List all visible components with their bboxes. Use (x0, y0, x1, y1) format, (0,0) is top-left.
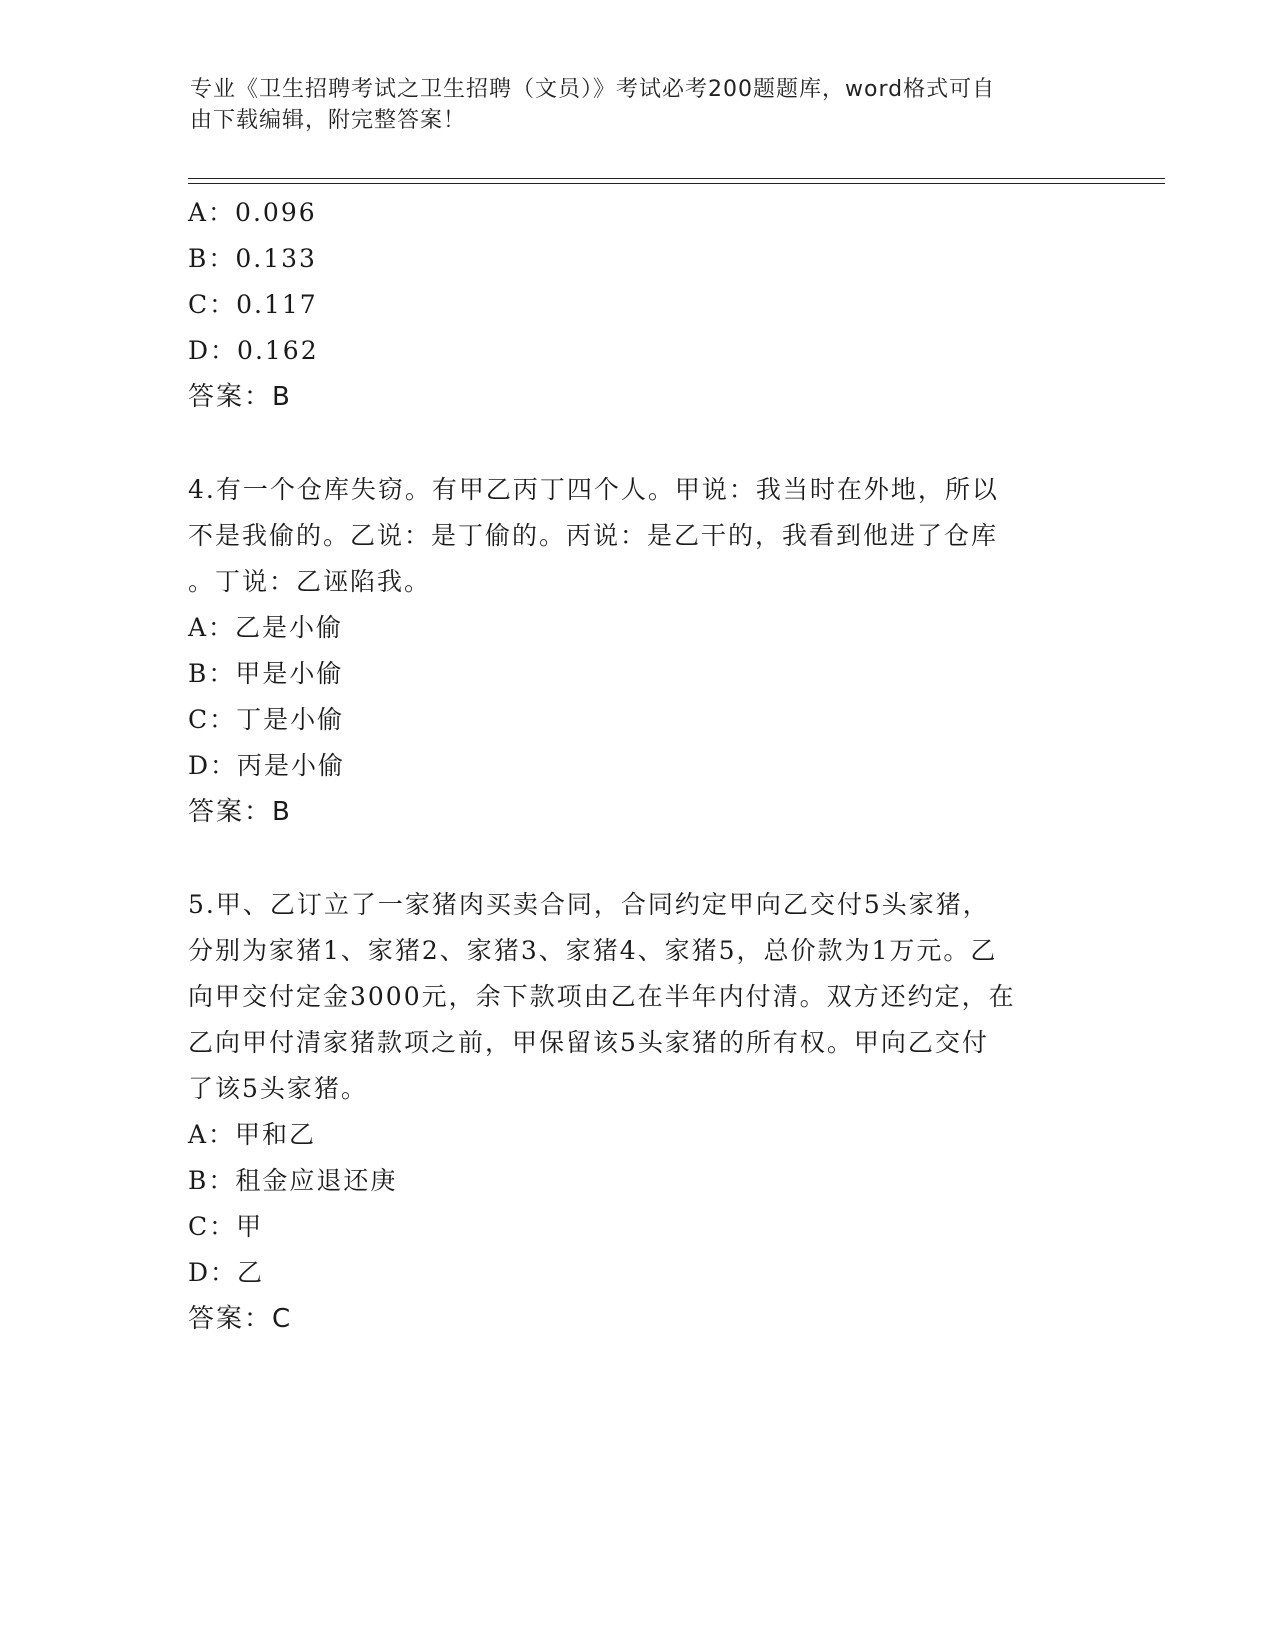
option-a: A：甲和乙 (188, 1120, 317, 1149)
question-stem-line: 不是我偷的。乙说：是丁偷的。丙说：是乙干的，我看到他进了仓库 (188, 521, 999, 550)
option-c: C：丁是小偷 (188, 705, 345, 734)
option-c: C：甲 (188, 1212, 264, 1241)
option-c: C：0.117 (188, 290, 318, 319)
option-b: B：甲是小偷 (188, 659, 344, 688)
option-a: A：0.096 (188, 198, 317, 227)
question-4 (188, 467, 1088, 835)
option-d: D：乙 (188, 1258, 265, 1287)
spacer (188, 420, 1088, 467)
option-a: A：乙是小偷 (188, 613, 344, 642)
answer: 答案：C (188, 1304, 293, 1334)
question-5 (188, 882, 1088, 1342)
question-list (188, 190, 1088, 1342)
header-line-1: 专业《卫生招聘考试之卫生招聘（文员）》考试必考200题题库，word格式可自 (190, 77, 996, 102)
spacer (188, 835, 1088, 882)
question-stem-line: 乙向甲付清家猪款项之前，甲保留该5头家猪的所有权。甲向乙交付 (188, 1028, 989, 1057)
document-header (190, 74, 1070, 136)
header-rule-top (188, 178, 1165, 179)
question-stem-line: 5.甲、乙订立了一家猪肉买卖合同，合同约定甲向乙交付5头家猪， (188, 890, 990, 919)
question-stem-line: 了该5头家猪。 (188, 1074, 368, 1103)
question-stem-line: 分别为家猪1、家猪2、家猪3、家猪4、家猪5，总价款为1万元。乙 (188, 936, 998, 965)
answer: 答案：B (188, 382, 292, 412)
question-stem-line: 4.有一个仓库失窃。有甲乙丙丁四个人。甲说：我当时在外地，所以 (188, 475, 999, 504)
question-3 (188, 190, 1088, 420)
question-stem-line: 向甲交付定金3000元，余下款项由乙在半年内付清。双方还约定，在 (188, 982, 1016, 1011)
option-b: B：0.133 (188, 244, 317, 273)
answer: 答案：B (188, 797, 292, 827)
option-d: D：丙是小偷 (188, 751, 346, 780)
header-rule-bottom (188, 183, 1165, 184)
header-line-2: 由下载编辑，附完整答案！ (190, 108, 467, 133)
option-b: B：租金应退还庚 (188, 1166, 398, 1195)
question-stem-line: 。丁说：乙诬陷我。 (188, 567, 432, 596)
option-d: D：0.162 (188, 336, 319, 365)
